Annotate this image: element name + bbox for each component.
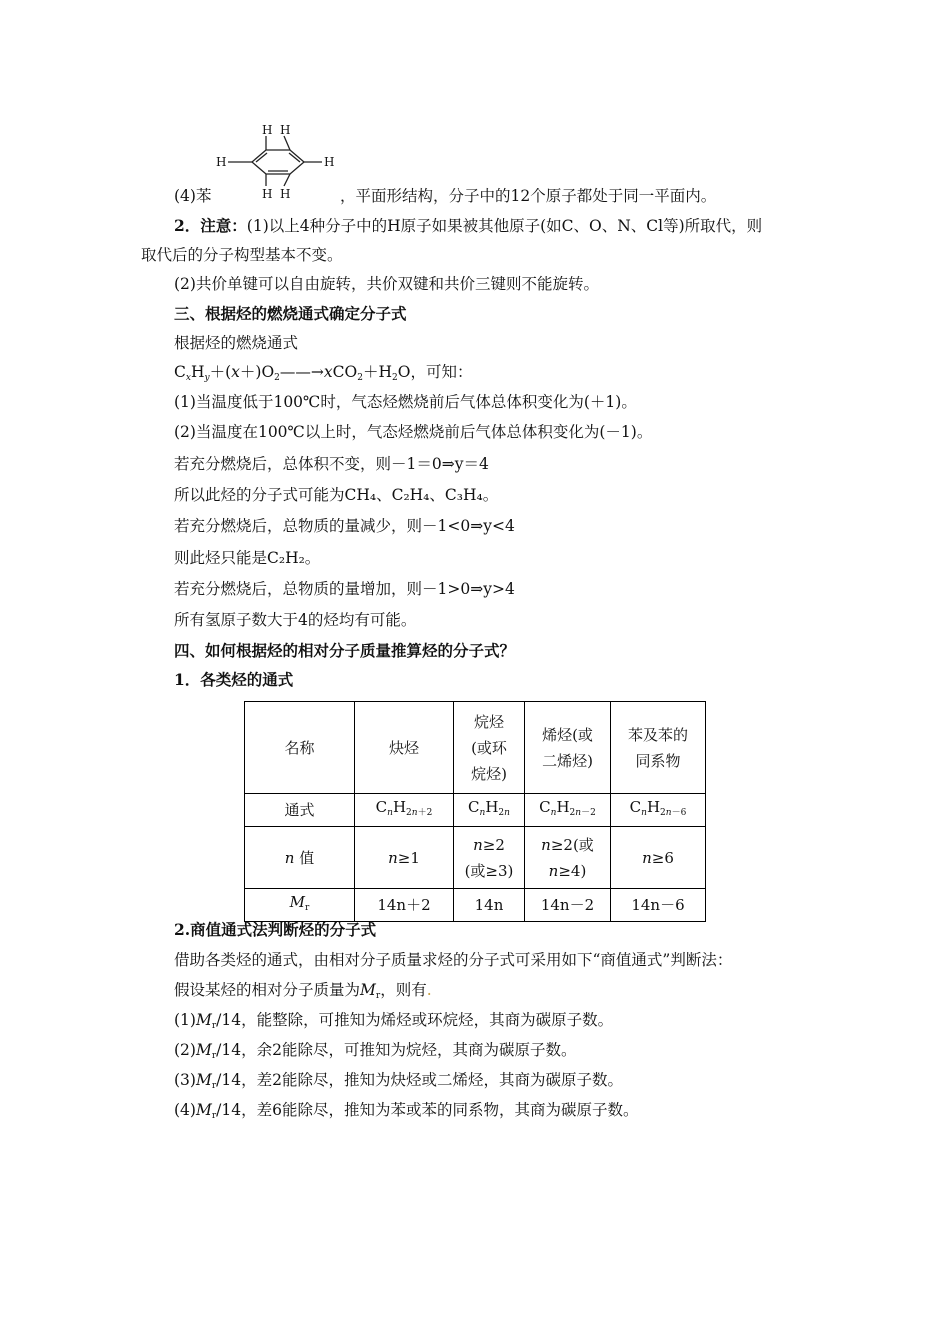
table-row: [245, 794, 706, 827]
note-label: 2．注意：: [174, 216, 247, 235]
section3-p5: 若充分燃烧后，总物质的量减少，则－1<0⇒y<4: [174, 517, 515, 535]
benzene-prefix: (4)苯: [174, 187, 212, 205]
section3-p6: 则此烃只能是C₂H₂。: [174, 549, 321, 567]
section3-p2: (2)当温度在100℃以上时，气态烃燃烧前后气体总体积变化为(－1)。: [174, 423, 653, 441]
section3-p8: 所有氢原子数大于4的烃均有可能。: [174, 611, 417, 629]
combustion-equation: $C_xH_y+(x+)O_2——\to xCO_2+H_2O$，可知：: [174, 363, 473, 383]
section4-q1: 借助各类烃的通式，由相对分子质量求烃的分子式可采用如下“商值通式”判断法：: [174, 951, 733, 969]
table-cell: 14n－6: [611, 889, 706, 922]
rule-1: $(1)M_r/14$，能整除，可推知为烯烃或环烷烃，其商为碳原子数。: [174, 1011, 614, 1031]
benzene-atom-h5: H: [262, 187, 273, 200]
table-cell: n≥6: [611, 827, 706, 889]
table-cell: n≥1: [355, 827, 454, 889]
table-row: [245, 889, 706, 922]
section4-sub2: 2.商值通式法判断烃的分子式: [174, 920, 377, 939]
benzene-atom-h1: H: [262, 123, 273, 137]
rule-3: $(3)M_r/14$，差2能除尽，推知为炔烃或二烯烃，其商为碳原子数。: [174, 1071, 623, 1091]
note-line1: [174, 216, 762, 236]
rule-2: $(2)M_r/14$，余2能除尽，可推知为烷烃，其商为碳原子数。: [174, 1041, 577, 1061]
section3-p4: 所以此烃的分子式可能为CH₄、C₂H₄、C₃H₄。: [174, 486, 499, 504]
table-cell: $C_nH_{2n-2}$: [525, 794, 611, 827]
table-row: [245, 827, 706, 889]
benzene-description: ，平面形结构，分子中的12个原子都处于同一平面内。: [340, 187, 717, 205]
note-line3: (2)共价单键可以自由旋转，共价双键和共价三键则不能旋转。: [174, 275, 599, 293]
table-cell: n≥2(或 n≥4): [525, 827, 611, 889]
table-cell: n 值: [245, 827, 355, 889]
section4-sub1: 1．各类烃的通式: [174, 670, 294, 689]
table-cell: $C_nH_{2n-6}$: [611, 794, 706, 827]
table-cell: 烯烃(或 二烯烃): [525, 702, 611, 794]
hydrocarbon-formula-table: [244, 701, 706, 922]
equation-tail: ，可知：: [410, 363, 473, 381]
table-row: [245, 702, 706, 794]
note-line2: 取代后的分子构型基本不变。: [141, 246, 343, 264]
benzene-atom-h4: H: [324, 155, 335, 169]
section4-title: 四、如何根据烃的相对分子质量推算烃的分子式？: [174, 641, 516, 660]
table-cell: 烷烃 (或环 烷烃): [454, 702, 525, 794]
benzene-structure-diagram: [212, 122, 342, 200]
table-cell: 14n: [454, 889, 525, 922]
table-cell: 名称: [245, 702, 355, 794]
section3-title: 三、根据烃的燃烧通式确定分子式: [174, 304, 407, 323]
table-cell: $M_r$: [245, 889, 355, 922]
table-cell: $C_nH_{2n+2}$: [355, 794, 454, 827]
section3-intro: 根据烃的燃烧通式: [174, 334, 299, 352]
table-cell: 通式: [245, 794, 355, 827]
table-cell: 14n－2: [525, 889, 611, 922]
section3-p1: (1)当温度低于100℃时，气态烃燃烧前后气体总体积变化为(＋1)。: [174, 393, 637, 411]
table-cell: 炔烃: [355, 702, 454, 794]
note-text: (1)以上4种分子中的H原子如果被其他原子(如C、O、N、Cl等)所取代，则: [246, 217, 763, 235]
benzene-atom-h3: H: [216, 155, 227, 169]
table-cell: $C_nH_{2n}$: [454, 794, 525, 827]
benzene-atom-h6: H: [280, 187, 291, 200]
section4-q2: 假设某烃的相对分子质量为$M_r$，则有.: [174, 981, 432, 1001]
rule-4: $(4)M_r/14$，差6能除尽，推知为苯或苯的同系物，其商为碳原子数。: [174, 1101, 639, 1121]
section3-p7: 若充分燃烧后，总物质的量增加，则－1>0⇒y>4: [174, 580, 515, 598]
benzene-atom-h2: H: [280, 123, 291, 137]
section3-p3: 若充分燃烧后，总体积不变，则－1＝0⇒y＝4: [174, 455, 489, 473]
table-cell: 14n＋2: [355, 889, 454, 922]
table-cell: 苯及苯的 同系物: [611, 702, 706, 794]
table-cell: n≥2 (或≥3): [454, 827, 525, 889]
